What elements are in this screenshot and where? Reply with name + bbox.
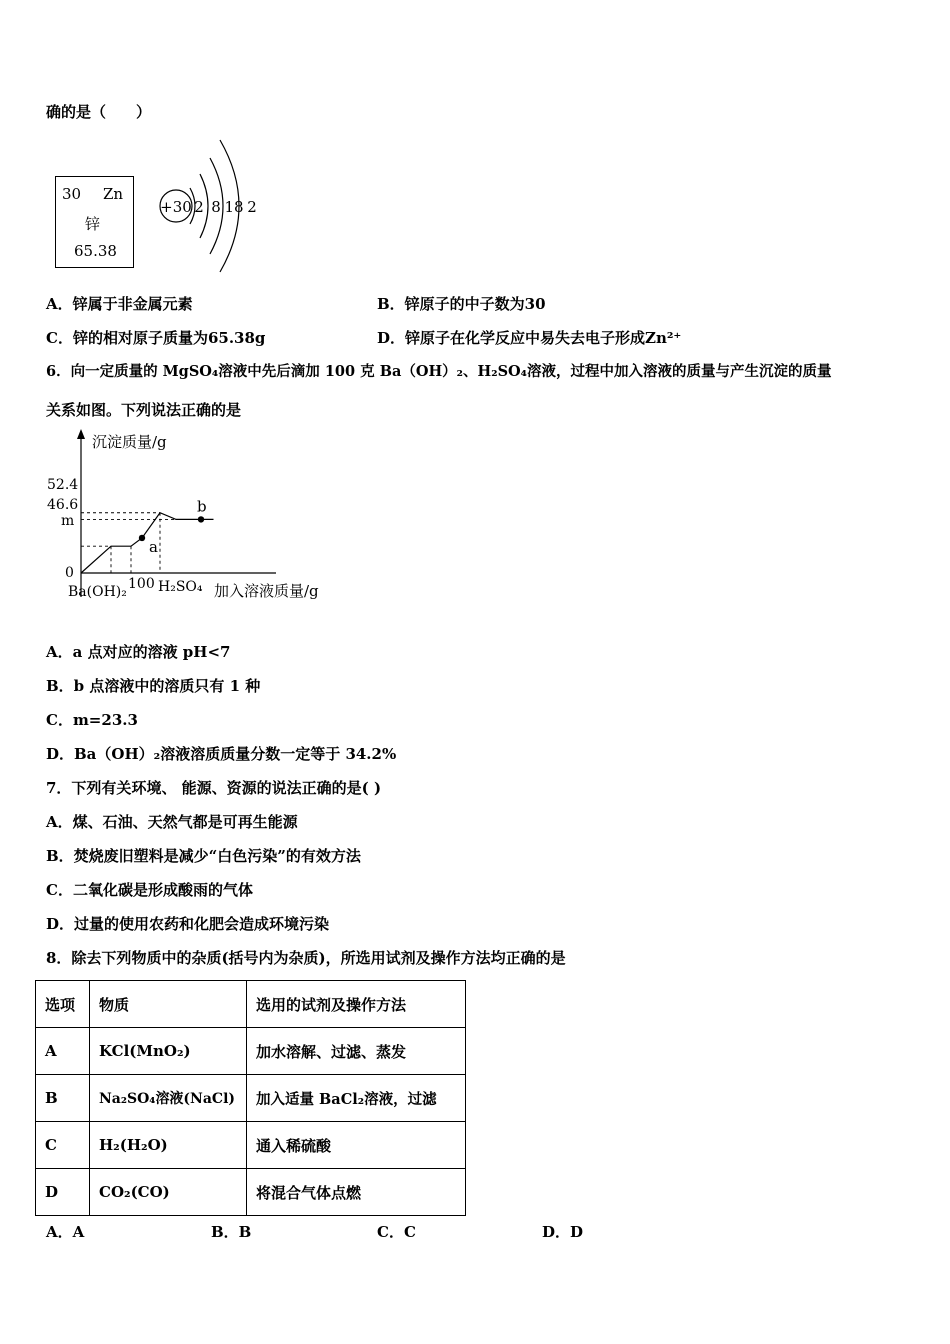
q6-option-b: B．b 点溶液中的溶质只有 1 种 xyxy=(46,677,261,695)
row-substance: H₂(H₂O) xyxy=(90,1122,247,1169)
q5-stem-tail: 确的是（ ） xyxy=(46,103,152,121)
row-method: 加入适量 BaCl₂溶液，过滤 xyxy=(247,1075,466,1122)
q8-answer-b: B．B xyxy=(211,1223,252,1241)
element-card xyxy=(55,176,134,268)
q5-option-d: D．锌原子在化学反应中易失去电子形成Zn²⁺ xyxy=(377,329,682,347)
y-tick-zero: 0 xyxy=(65,565,74,581)
table-row xyxy=(36,1122,466,1169)
row-option: C xyxy=(36,1122,90,1169)
shell-electrons-3: 18 xyxy=(224,198,244,216)
point-b xyxy=(198,516,204,522)
x-tick-baoh2: Ba(OH)₂ xyxy=(68,584,127,600)
q6-option-d: D．Ba（OH）₂溶液溶质质量分数一定等于 34.2% xyxy=(46,745,397,763)
y-tick-52-4: 52.4 xyxy=(47,477,79,493)
x-tick-h2so4: H₂SO₄ xyxy=(158,579,203,595)
row-option: D xyxy=(36,1169,90,1216)
shell-electrons-1: 2 xyxy=(194,198,204,216)
element-symbol: Zn xyxy=(103,185,124,203)
table-row xyxy=(36,1075,466,1122)
atom-structure-diagram xyxy=(150,130,270,280)
precipitate-mass-chart xyxy=(40,425,350,605)
header-option: 选项 xyxy=(36,981,90,1028)
atomic-mass: 65.38 xyxy=(74,242,117,260)
q7-stem: 7．下列有关环境、 能源、资源的说法正确的是( ) xyxy=(46,779,382,797)
q8-table xyxy=(35,980,466,1216)
x-tick-100: 100 xyxy=(128,576,155,592)
point-label-a: a xyxy=(149,537,158,556)
shell-electrons-4: 2 xyxy=(247,198,257,216)
row-method: 通入稀硫酸 xyxy=(247,1122,466,1169)
q7-option-d: D．过量的使用农药和化肥会造成环境污染 xyxy=(46,915,330,933)
nucleus-charge: +30 xyxy=(160,198,192,216)
q8-stem: 8．除去下列物质中的杂质(括号内为杂质)，所选用试剂及操作方法均正确的是 xyxy=(46,949,566,967)
q6-option-c: C．m=23.3 xyxy=(46,711,138,729)
row-method: 加水溶解、过滤、蒸发 xyxy=(247,1028,466,1075)
q6-stem-line-1: 6．向一定质量的 MgSO₄溶液中先后滴加 100 克 Ba（OH）₂、H₂SO₄溶液，过程中加入溶液的质量与产生沉淀的质量 xyxy=(46,363,832,380)
q7-option-a: A．煤、石油、天然气都是可再生能源 xyxy=(46,813,298,831)
row-substance: KCl(MnO₂) xyxy=(90,1028,247,1075)
header-substance: 物质 xyxy=(90,981,247,1028)
y-axis-arrow xyxy=(77,429,85,439)
q5-option-a: A．锌属于非金属元素 xyxy=(46,295,193,313)
x-axis-label: 加入溶液质量/g xyxy=(214,582,319,600)
table-header-row xyxy=(36,981,466,1028)
q5-option-b: B．锌原子的中子数为30 xyxy=(377,295,546,313)
row-method: 将混合气体点燃 xyxy=(247,1169,466,1216)
q8-answer-d: D．D xyxy=(542,1223,584,1241)
table-row xyxy=(36,1028,466,1075)
precipitate-curve xyxy=(81,513,214,573)
element-name: 锌 xyxy=(85,215,101,233)
y-tick-m: m xyxy=(61,513,75,529)
y-tick-46-6: 46.6 xyxy=(47,497,79,513)
q8-answer-c: C．C xyxy=(377,1223,416,1241)
point-label-b: b xyxy=(197,497,207,516)
q6-stem-line-2: 关系如图。下列说法正确的是 xyxy=(46,401,242,419)
table-row xyxy=(36,1169,466,1216)
header-method: 选用的试剂及操作方法 xyxy=(247,981,466,1028)
shell-electrons-2: 8 xyxy=(211,198,221,216)
atomic-number: 30 xyxy=(62,185,82,203)
row-option: B xyxy=(36,1075,90,1122)
row-substance: Na₂SO₄溶液(NaCl) xyxy=(90,1075,247,1122)
q5-option-c: C．锌的相对原子质量为65.38g xyxy=(46,329,266,347)
q8-answer-a: A．A xyxy=(46,1223,85,1241)
q7-option-c: C．二氧化碳是形成酸雨的气体 xyxy=(46,881,253,899)
row-substance: CO₂(CO) xyxy=(90,1169,247,1216)
point-a xyxy=(139,535,145,541)
q6-option-a: A．a 点对应的溶液 pH<7 xyxy=(46,643,231,661)
y-axis-label: 沉淀质量/g xyxy=(92,433,167,451)
row-option: A xyxy=(36,1028,90,1075)
q7-option-b: B．焚烧废旧塑料是减少“白色污染”的有效方法 xyxy=(46,847,361,865)
